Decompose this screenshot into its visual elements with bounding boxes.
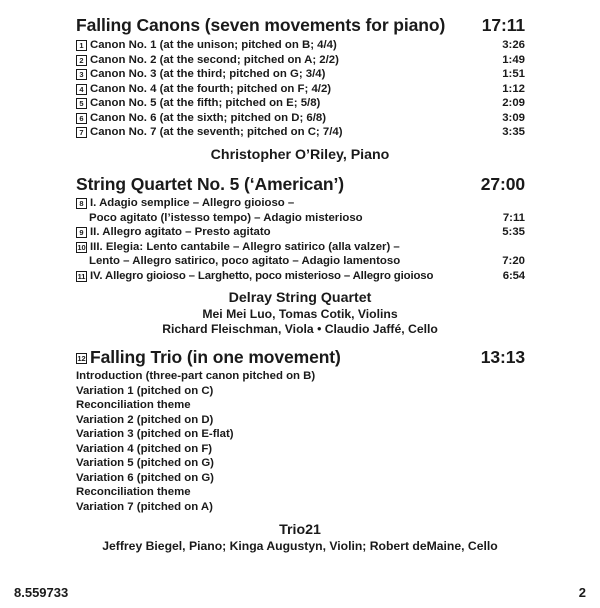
page-number: 2 xyxy=(578,585,586,600)
track-time: 3:35 xyxy=(502,126,525,138)
track-row xyxy=(76,54,525,66)
track-row xyxy=(76,126,525,138)
performer-members: Richard Fleischman, Viola • Claudio Jaffé, Cello xyxy=(162,322,438,336)
track-label: Canon No. 7 (at the seventh; pitched on C; 7/4) xyxy=(90,126,343,138)
track-label: Canon No. 5 (at the fifth; pitched on E; 5/8) xyxy=(90,97,321,109)
track-number: 2 xyxy=(76,55,87,66)
section-item: Variation 3 (pitched on E-flat) xyxy=(76,428,234,440)
section-item: Reconciliation theme xyxy=(76,486,191,498)
work-title-row xyxy=(76,174,525,195)
work-title: String Quartet No. 5 (‘American’) xyxy=(76,174,344,194)
track-number: 3 xyxy=(76,69,87,80)
performer-name: Trio21 xyxy=(279,522,321,538)
track-time: 1:49 xyxy=(502,53,525,66)
track-label: II. Allegro agitato – Presto agitato xyxy=(90,226,271,238)
performer-members: Jeffrey Biegel, Piano; Kinga Augustyn, Violin; Robert deMaine, Cello xyxy=(102,539,498,553)
track-label: Canon No. 6 (at the sixth; pitched on D; 6/8) xyxy=(90,111,327,124)
track-row-continuation xyxy=(76,212,525,224)
track-row-continuation xyxy=(76,255,525,267)
track-row xyxy=(76,68,525,80)
track-time: 1:12 xyxy=(502,82,525,95)
track-number: 4 xyxy=(76,84,87,95)
section-item: Introduction (three-part canon pitched on B) xyxy=(76,370,316,382)
track-label: III. Elegia: Lento cantabile – Allegro satirico (alla valzer) – xyxy=(90,240,400,253)
work-title: Falling Trio (in one movement) xyxy=(90,347,341,367)
track-row xyxy=(76,39,525,51)
track-label: Canon No. 2 (at the second; pitched on A; 2/2) xyxy=(90,53,339,66)
track-time: 5:35 xyxy=(502,226,525,238)
track-label: Canon No. 3 (at the third; pitched on G; 3/4) xyxy=(90,68,326,80)
track-row xyxy=(76,112,525,124)
track-number: 11 xyxy=(77,271,86,281)
track-row xyxy=(76,83,525,95)
track-time: 1:51 xyxy=(502,68,525,80)
track-number: 6 xyxy=(76,113,87,124)
track-time: 7:20 xyxy=(502,255,525,267)
track-number: 7 xyxy=(76,127,87,138)
track-label: Lento – Allegro satirico, poco agitato – Adagio lamentoso xyxy=(89,255,401,267)
performer-name: Delray String Quartet xyxy=(228,290,372,306)
track-time: 3:09 xyxy=(502,111,525,124)
section-item: Variation 2 (pitched on D) xyxy=(76,413,214,426)
track-label: IV. Allegro gioioso – Larghetto, poco misterioso – Allegro gioioso xyxy=(90,269,434,282)
track-number: 1 xyxy=(76,40,87,51)
work-duration: 17:11 xyxy=(481,15,525,35)
track-label: Canon No. 1 (at the unison; pitched on B; 4/4) xyxy=(90,39,337,51)
section-item: Variation 6 (pitched on G) xyxy=(76,471,214,484)
section-item: Variation 7 (pitched on A) xyxy=(76,500,213,513)
performer-name: Christopher O’Riley, Piano xyxy=(210,147,390,163)
track-time: 2:09 xyxy=(502,97,525,109)
track-row xyxy=(76,197,525,209)
section-item: Variation 5 (pitched on G) xyxy=(76,457,214,469)
performer-members: Mei Mei Luo, Tomas Cotik, Violins xyxy=(202,307,398,321)
track-row xyxy=(76,270,525,282)
track-label: Canon No. 4 (at the fourth; pitched on F; 4/2) xyxy=(90,82,332,95)
work-duration: 13:13 xyxy=(480,347,525,367)
track-number: 12 xyxy=(77,354,86,363)
track-label: Poco agitato (l’istesso tempo) – Adagio misterioso xyxy=(89,211,363,224)
track-number: 5 xyxy=(76,98,87,109)
section-item: Reconciliation theme xyxy=(76,399,191,411)
work-title-row xyxy=(76,15,525,36)
section-item: Variation 1 (pitched on C) xyxy=(76,384,214,397)
track-row xyxy=(76,226,525,238)
work-title: Falling Canons (seven movements for piano) xyxy=(76,15,446,35)
track-time: 6:54 xyxy=(502,269,525,282)
track-number: 8 xyxy=(76,198,87,209)
track-number: 9 xyxy=(76,227,87,238)
track-time: 7:11 xyxy=(502,211,525,224)
catalog-number: 8.559733 xyxy=(14,585,69,600)
track-label: I. Adagio semplice – Allegro gioioso – xyxy=(90,197,295,209)
track-number: 10 xyxy=(77,242,86,252)
track-time: 3:26 xyxy=(502,39,525,51)
track-row xyxy=(76,241,525,253)
work-title-row xyxy=(76,347,525,368)
track-row xyxy=(76,97,525,109)
section-item: Variation 4 (pitched on F) xyxy=(76,442,213,455)
work-duration: 27:00 xyxy=(480,174,525,194)
